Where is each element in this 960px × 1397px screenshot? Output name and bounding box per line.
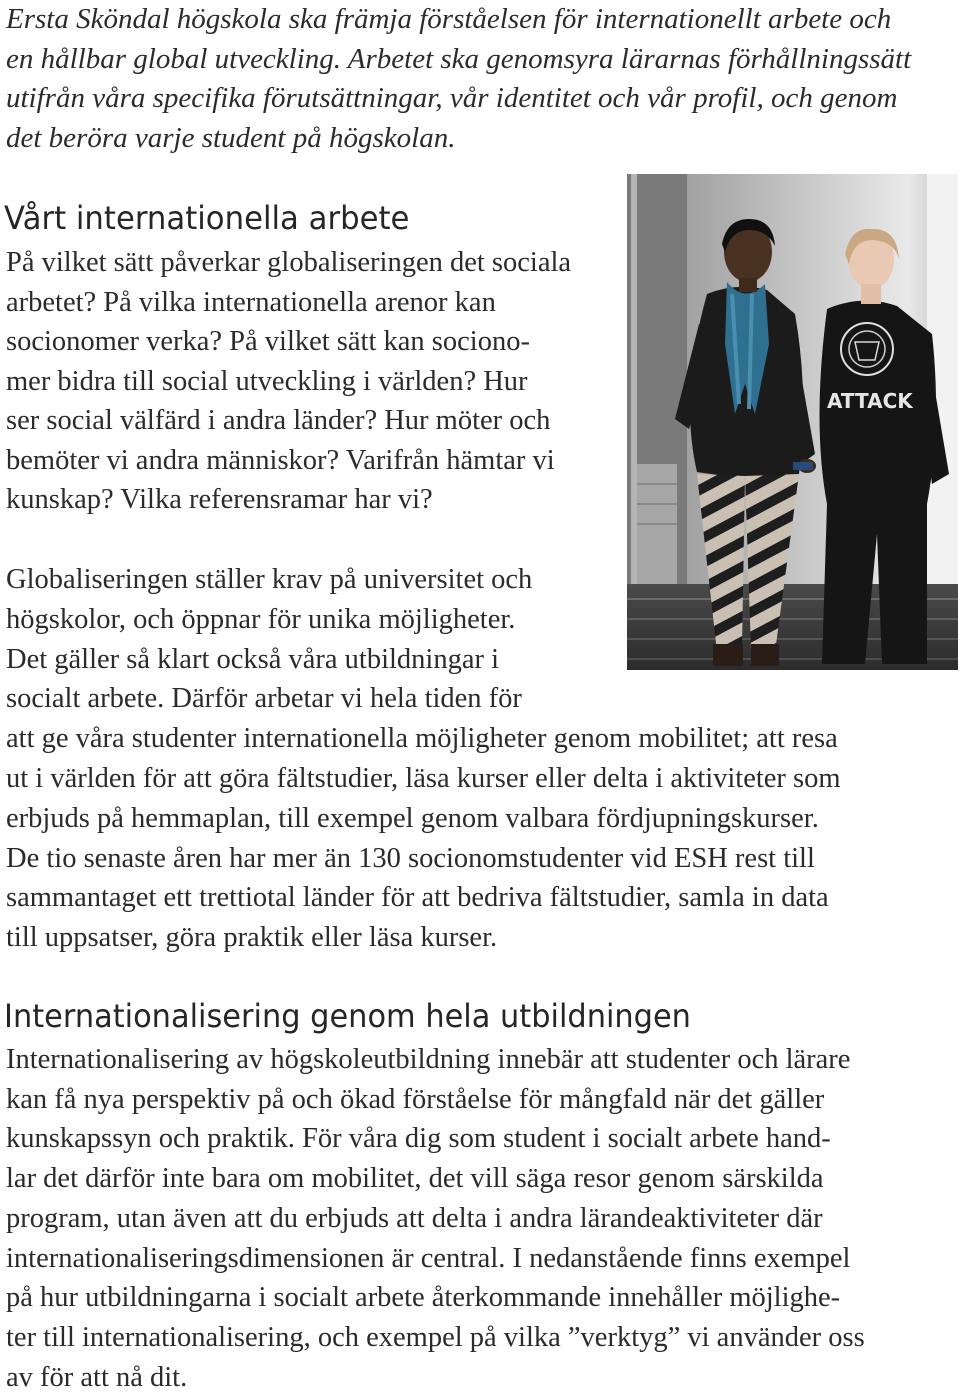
shirt-print-text: ATTACK: [827, 389, 913, 413]
text-line: På vilket sätt påverkar globaliseringen det sociala: [6, 247, 572, 278]
text-line: mer bidra till social utveckling i världen? Hur: [6, 365, 528, 397]
text-line: högskolor, och öppnar för unika möjligheter.: [6, 603, 516, 635]
section2-paragraph: [6, 1040, 865, 1397]
text-line: program, utan även att du erbjuds att delta i andra lärandeaktiviteter där: [6, 1202, 823, 1234]
section-heading-internationalization: Internationalisering genom hela utbildningen: [4, 997, 691, 1035]
section-heading-international-work: Vårt internationella arbete: [4, 199, 410, 237]
text-line: ser social välfärd i andra länder? Hur möter och: [6, 405, 551, 436]
section1-paragraph-questions: [6, 243, 571, 520]
text-line: internationaliseringsdimensionen är central. I nedanstående finns exempel: [6, 1242, 851, 1274]
text-line: socionomer verka? På vilket sätt kan sociono-: [6, 326, 530, 357]
text-line: De tio senaste åren har mer än 130 socionomstudenter vid ESH rest till: [6, 842, 815, 874]
text-line: Internationalisering av högskoleutbildning innebär att studenter och lärare: [6, 1044, 851, 1075]
intro-line: en hållbar global utveckling. Arbetet ska genomsyra lärarnas förhållningssätt: [6, 42, 912, 75]
text-line: ter till internationalisering, och exempel på vilka ”verktyg” vi använder oss: [6, 1321, 865, 1353]
text-line: ut i världen för att göra fältstudier, läsa kurser eller delta i aktiviteter som: [6, 762, 841, 794]
text-line: arbetet? På vilka internationella arenor kan: [6, 286, 496, 318]
text-line: kunskap? Vilka referensramar har vi?: [6, 484, 433, 515]
text-line: erbjuds på hemmaplan, till exempel genom valbara fördjupningskurser.: [6, 802, 819, 834]
text-line: av för att nå dit.: [6, 1361, 188, 1393]
text-line: Globaliseringen ställer krav på universitet och: [6, 564, 533, 595]
text-line: till uppsatser, göra praktik eller läsa kurser.: [6, 922, 498, 954]
text-line: kunskapssyn och praktik. För våra dig som student i socialt arbete hand-: [6, 1123, 831, 1155]
intro-line: det beröra varje student på högskolan.: [6, 121, 456, 154]
intro-paragraph: [6, 0, 956, 158]
students-photo-illustration: [627, 174, 958, 670]
text-line: sammantaget ett trettiotal länder för att bedriva fältstudier, samla in data: [6, 882, 829, 914]
text-line: socialt arbete. Därför arbetar vi hela tiden för: [6, 683, 522, 715]
text-line: kan få nya perspektiv på och ökad förståelse för mångfald när det gäller: [6, 1083, 825, 1115]
text-line: Det gäller så klart också våra utbildningar i: [6, 643, 500, 675]
intro-line: utifrån våra specifika förutsättningar, vår identitet och vår profil, och genom: [6, 82, 898, 115]
text-line: på hur utbildningarna i socialt arbete återkommande innehåller möjlighe-: [6, 1282, 841, 1314]
text-line: att ge våra studenter internationella möjligheter genom mobilitet; att resa: [6, 723, 838, 755]
text-line: bemöter vi andra människor? Varifrån hämtar vi: [6, 444, 555, 476]
students-photo: [627, 174, 958, 670]
text-line: lar det därför inte bara om mobilitet, det vill säga resor genom särskilda: [6, 1163, 824, 1195]
intro-line: Ersta Sköndal högskola ska främja förståelsen för internationellt arbete och: [6, 3, 892, 35]
